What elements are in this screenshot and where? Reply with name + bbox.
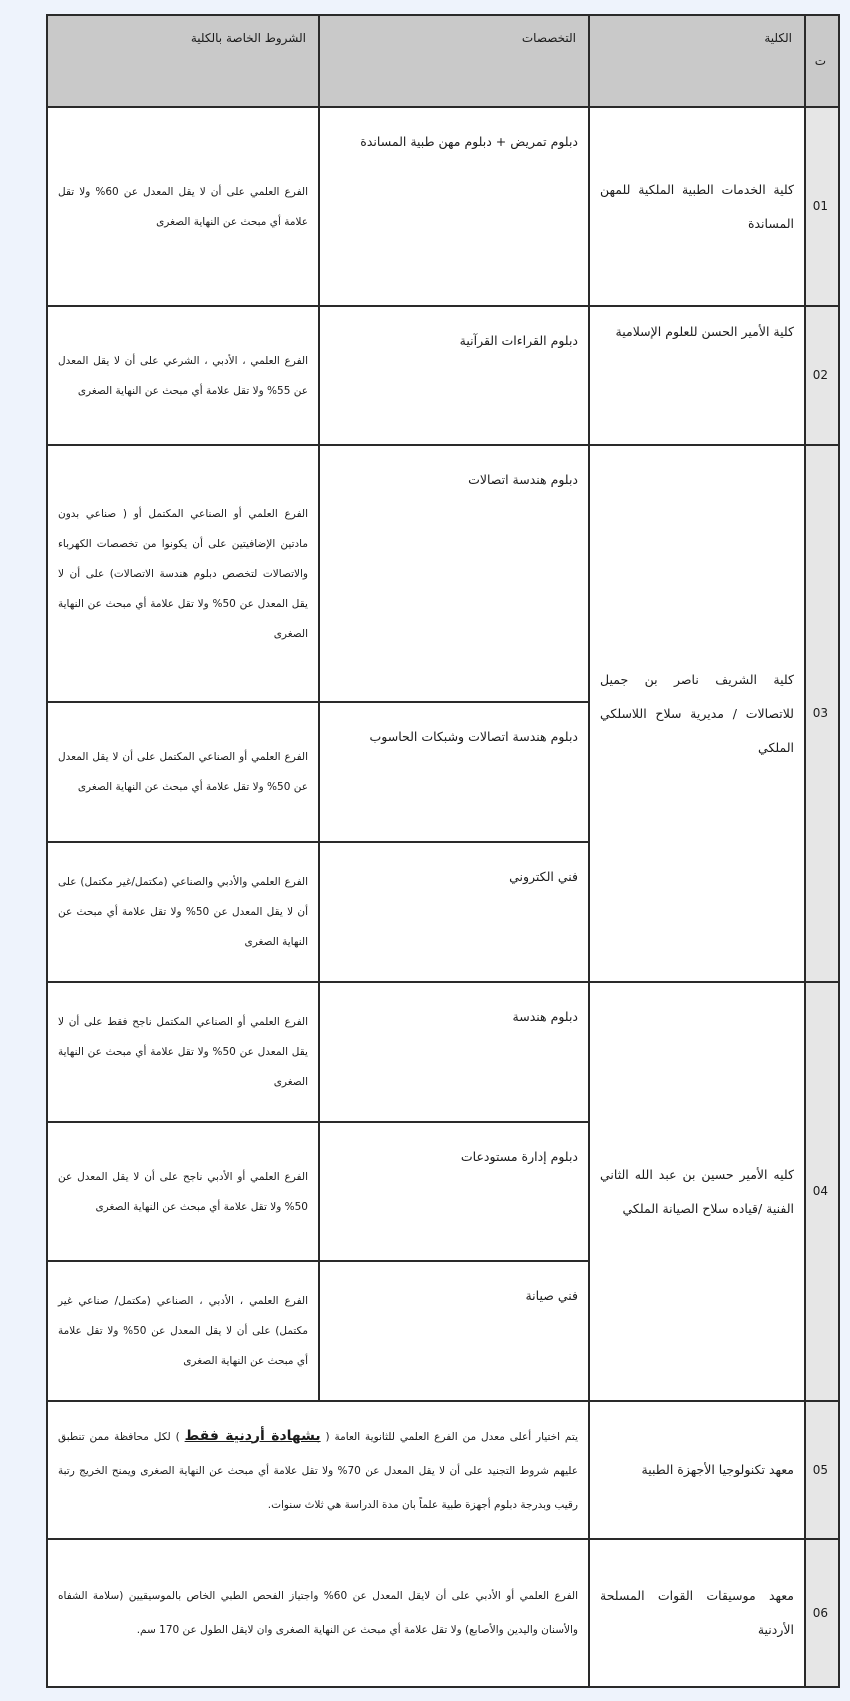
specialization: دبلوم القراءات القرآنية xyxy=(319,306,589,445)
conditions: الفرع العلمي ، الأدبي ، الصناعي (مكتمل/ صناعي غير مكتمل) على أن لا يقل المعدل عن 50% ولا تقل علامة أي مبحث عن النهاية الصغرى xyxy=(47,1261,319,1401)
table-row xyxy=(47,982,839,1122)
specialization: دبلوم هندسة اتصالات وشبكات الحاسوب xyxy=(319,702,589,842)
table-header-row xyxy=(47,15,839,107)
colleges-conditions-table xyxy=(46,14,840,1688)
conditions-text-start: يتم اختيار أعلى معدل من الفرع العلمي للثانوية العامة ( xyxy=(325,1430,578,1443)
conditions-text-end: ) لكل محافظة ممن تنطبق عليهم شروط التجنيد على أن لا يقل المعدل عن 70% ولا تقل علامة أي مبحث عن النهاية الصغرى ويمنح الخريج رتبة رقيب وبدرجة دبلوم أجهزة طبية علماً بان مدة الدراسة هي ثلاث سنوات. xyxy=(58,1430,578,1511)
header-specializations: التخصصات xyxy=(319,15,589,107)
row-number: 03 xyxy=(805,445,839,982)
conditions: الفرع العلمي ، الأدبي ، الشرعي على أن لا يقل المعدل عن 55% ولا تقل علامة أي مبحث عن النهاية الصغرى xyxy=(47,306,319,445)
header-number: ت xyxy=(805,15,839,107)
row-number: 04 xyxy=(805,982,839,1401)
admission-table-sheet xyxy=(48,14,840,1686)
conditions: الفرع العلمي أو الأدبي ناجح على أن لا يقل المعدل عن 50% ولا تقل علامة أي مبحث عن النهاية الصغرى xyxy=(47,1122,319,1261)
table-row xyxy=(47,1539,839,1687)
conditions xyxy=(47,1401,589,1539)
college-name: كلية الخدمات الطبية الملكية للمهن المساندة xyxy=(589,107,805,306)
row-number: 02 xyxy=(805,306,839,445)
header-college: الكلية xyxy=(589,15,805,107)
conditions: الفرع العلمي على أن لا يقل المعدل عن 60% ولا تقل علامة أي مبحث عن النهاية الصغرى xyxy=(47,107,319,306)
table-row xyxy=(47,107,839,306)
jordanian-certificate-emphasis: بشهادة أردنية فقط xyxy=(184,1427,321,1444)
conditions: الفرع العلمي والأدبي والصناعي (مكتمل/غير مكتمل) على أن لا يقل المعدل عن 50% ولا تقل علامة أي مبحث عن النهاية الصغرى xyxy=(47,842,319,982)
table-row xyxy=(47,306,839,445)
table-row xyxy=(47,445,839,702)
specialization: دبلوم تمريض + دبلوم مهن طبية المساندة xyxy=(319,107,589,306)
header-conditions: الشروط الخاصة بالكلية xyxy=(47,15,319,107)
conditions: الفرع العلمي أو الأدبي على أن لايقل المعدل عن 60% واجتياز الفحص الطبي الخاص بالموسيقيين (سلامة الشفاه والأسنان واليدين والأصابع) ولا تقل علامة أي مبحث عن النهاية الصغرى وان لايقل الطول عن 170 سم. xyxy=(47,1539,589,1687)
college-name: كلية الشريف ناصر بن جميل للاتصالات / مديرية سلاح اللاسلكي الملكي xyxy=(589,445,805,982)
college-name: معهد تكنولوجيا الأجهزة الطبية xyxy=(589,1401,805,1539)
specialization: دبلوم هندسة xyxy=(319,982,589,1122)
row-number: 01 xyxy=(805,107,839,306)
specialization: فني صيانة xyxy=(319,1261,589,1401)
specialization: دبلوم هندسة اتصالات xyxy=(319,445,589,702)
college-name: معهد موسيقات القوات المسلحة الأردنية xyxy=(589,1539,805,1687)
row-number: 06 xyxy=(805,1539,839,1687)
conditions: الفرع العلمي أو الصناعي المكتمل على أن لا يقل المعدل عن 50% ولا تقل علامة أي مبحث عن النهاية الصغرى xyxy=(47,702,319,842)
college-name: كليه الأمير حسين بن عبد الله الثاني الفنية /قياده سلاح الصيانة الملكي xyxy=(589,982,805,1401)
conditions: الفرع العلمي أو الصناعي المكتمل أو ( صناعي بدون مادتين الإضافيتين على أن يكونوا من تخصصات الكهرباء والاتصالات لتخصص دبلوم هندسة الاتصالات) على أن لا يقل المعدل عن 50% ولا تقل علامة أي مبحث عن النهاية الصغرى xyxy=(47,445,319,702)
conditions: الفرع العلمي أو الصناعي المكتمل ناجح فقط على أن لا يقل المعدل عن 50% ولا تقل علامة أي مبحث عن النهاية الصغرى xyxy=(47,982,319,1122)
specialization: دبلوم إدارة مستودعات xyxy=(319,1122,589,1261)
row-number: 05 xyxy=(805,1401,839,1539)
college-name: كلية الأمير الحسن للعلوم الإسلامية xyxy=(589,306,805,445)
specialization: فني الكتروني xyxy=(319,842,589,982)
table-row xyxy=(47,1401,839,1539)
